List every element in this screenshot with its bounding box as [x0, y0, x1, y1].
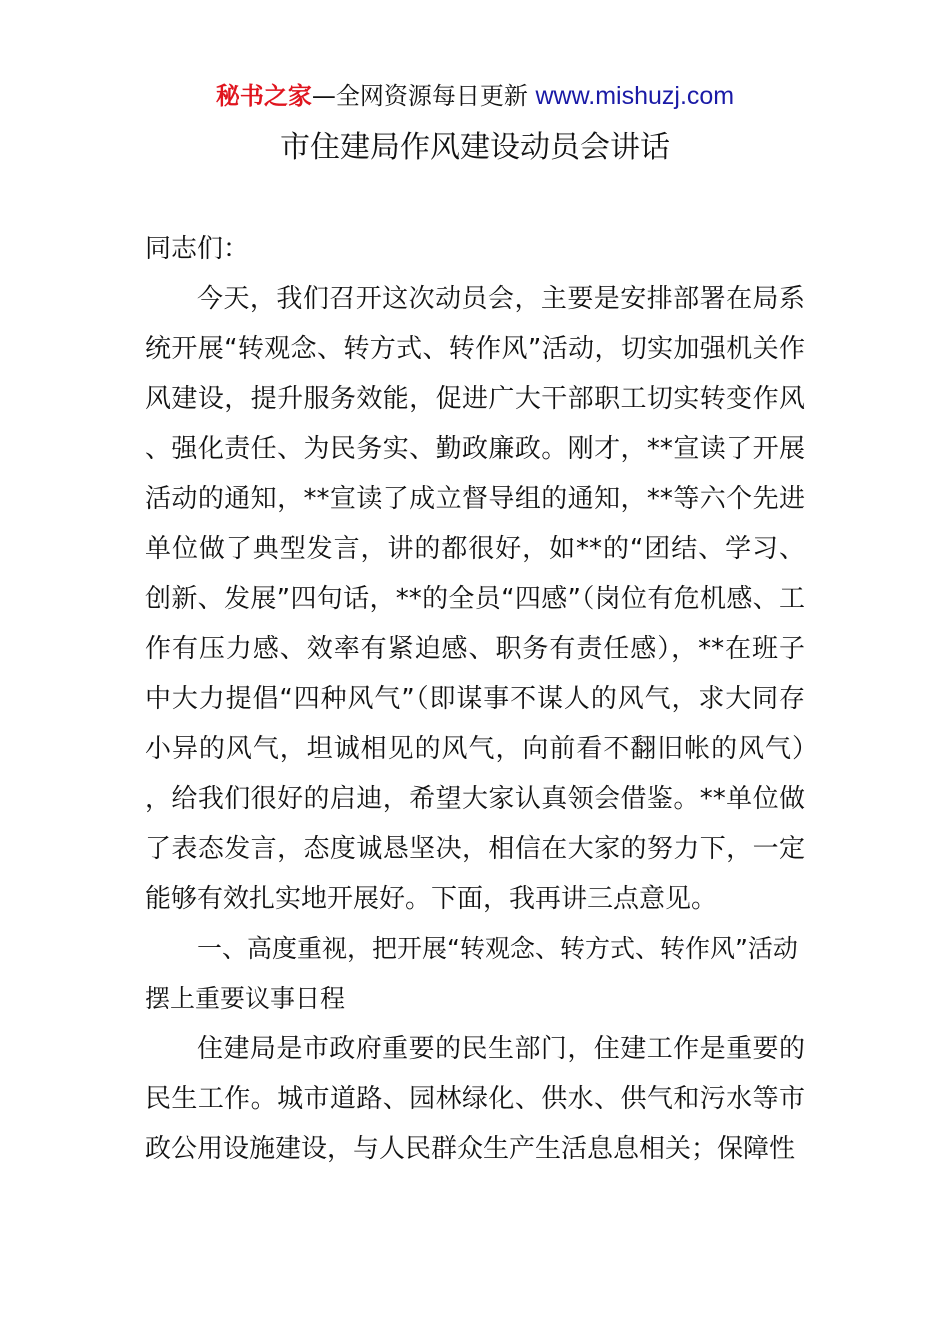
body-paragraph: 今天，我们召开这次动员会，主要是安排部署在局系统开展“转观念、转方式、转作风”活动，切实加强机关作风建设，提升服务效能，促进广大干部职工切实转变作风、强化责任、为民务实、勤政廉政。刚才，**宣读了开展活动的通知，**宣读了成立督导组的通知，**等六个先进单位做了典型发言，讲的都很好，如**的“团结、学习、创新、发展”四句话，**的全员“四感”（岗位有危机感、工作有压力感、效率有紧迫感、职务有责任感），**在班子中大力提倡“四种风气”（即谋事不谋人的风气，求大同存小异的风气，坦诚相见的风气，向前看不翻旧帐的风气），给我们很好的启迪，希望大家认真领会借鉴。**单位做了表态发言，态度诚恳坚决，相信在大家的努力下，一定能够有效扎实地开展好。下面，我再讲三点意见。: [145, 284, 805, 914]
section-paragraph: 住建局是市政府重要的民生部门，住建工作是重要的民生工作。城市道路、园林绿化、供水、供气和污水等市政公用设施建设，与人民群众生产生活息息相关；保障性: [145, 1034, 805, 1164]
brand-name: 秘书之家: [215, 82, 312, 110]
salutation: 同志们：: [145, 234, 250, 264]
document-body: [145, 224, 805, 1174]
document-title: 市住建局作风建设动员会讲话: [280, 130, 670, 165]
section-heading: 一、高度重视，把开展“转观念、转方式、转作风”活动摆上重要议事日程: [145, 934, 798, 1013]
header-tagline: —全网资源每日更新: [311, 82, 528, 110]
site-url-link[interactable]: www.mishuzj.com: [535, 82, 735, 110]
site-header: [0, 80, 950, 112]
